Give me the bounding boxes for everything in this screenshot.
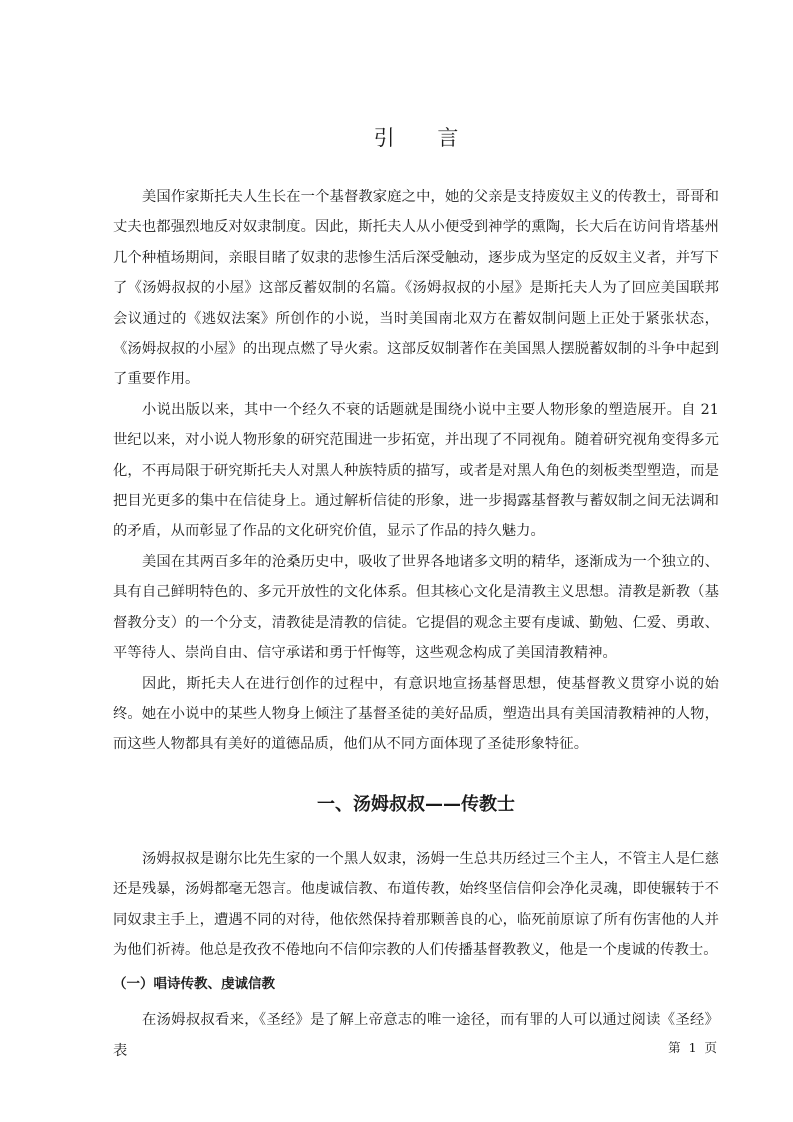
subsection-paragraph: 在汤姆叔叔看来，《圣经》是了解上帝意志的唯一途径，而有罪的人可以通过阅读《圣经》表 — [113, 1012, 719, 1059]
intro-paragraph-1: 美国作家斯托夫人生长在一个基督教家庭之中，她的父亲是支持废奴主义的传教士，哥哥和丈夫也都强烈地反对奴隶制度。因此，斯托夫人从小便受到神学的熏陶，长大后在访问肯塔基州几个种植场期间，亲眼目睹了奴隶的悲惨生活后深受触动，逐步成为坚定的反奴主义者，并写下了《汤姆叔叔的小屋》这部反蓄奴制的名篇。《汤姆叔叔的小屋》是斯托夫人为了回应美国联邦会议通过的《逃奴法案》所创作的小说，当时美国南北双方在蓄奴制问题上正处于紧张状态，《汤姆叔叔的小屋》的出现点燃了导火索。这部反奴制著作在美国黑人摆脱蓄奴制的斗争中起到了重要作用。 — [113, 189, 719, 388]
page-content — [113, 120, 719, 1066]
page-number: 第 1 页 — [668, 1040, 719, 1055]
intro-paragraph-2: 小说出版以来，其中一个经久不衰的话题就是围绕小说中主要人物形象的塑造展开。自 21 世纪以来，对小说人物形象的研究范围进一步拓宽，并出现了不同视角。随着研究视角变得多元化，不再局限于研究斯托夫人对黑人种族特质的描写，或者是对黑人角色的刻板类型塑造，而是把目光更多的集中在信徒身上。通过解析信徒的形象，进一步揭露基督教与蓄奴制之间无法调和的矛盾，从而彰显了作品的文化研究价值，显示了作品的持久魅力。 — [113, 401, 719, 540]
intro-paragraph-4: 因此，斯托夫人在进行创作的过程中，有意识地宣扬基督思想，使基督教义贯穿小说的始终。她在小说中的某些人物身上倾注了基督圣徒的美好品质，塑造出具有美国清教精神的人物，而这些人物都具有美好的道德品质，他们从不同方面体现了圣徒形象特征。 — [113, 675, 719, 753]
section-title-uncle-tom: 一、汤姆叔叔——传教士 — [317, 793, 515, 815]
intro-paragraph-3: 美国在其两百多年的沧桑历史中，吸收了世界各地诸多文明的精华，逐渐成为一个独立的、具有自己鲜明特色的、多元开放性的文化体系。但其核心文化是清教主义思想。清教是新教（基督教分支）的一个分支，清教徒是清教的信徒。它提倡的观念主要有虔诚、勤勉、仁爱、勇敢、平等待人、崇尚自由、信守承诺和勇于忏悔等，这些观念构成了美国清教精神。 — [113, 553, 719, 662]
page-title: 引 言 — [373, 126, 477, 150]
section-paragraph: 汤姆叔叔是谢尔比先生家的一个黑人奴隶，汤姆一生总共历经过三个主人，不管主人是仁慈还是残暴，汤姆都毫无怨言。他虔诚信教、布道传教，始终坚信信仰会净化灵魂，即使辗转于不同奴隶主手上，遭遇不同的对待，他依然保持着那颗善良的心，临死前原谅了所有伤害他的人并为他们祈祷。他总是孜孜不倦地向不信仰宗教的人们传播基督教教义，他是一个虔诚的传教士。 — [113, 850, 719, 958]
subsection-title: （一）唱诗传教、虔诚信教 — [113, 976, 275, 993]
